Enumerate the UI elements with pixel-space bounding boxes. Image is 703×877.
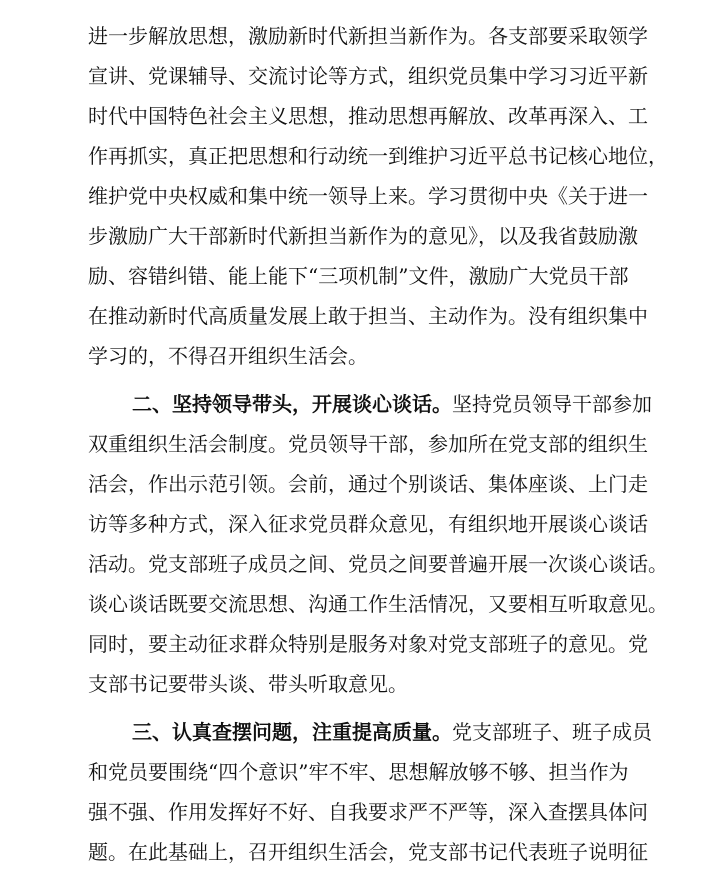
text-line: 双重组织生活会制度。党员领导干部，参加所在党支部的组织生 [88, 432, 648, 456]
text-line: 题。在此基础上，召开组织生活会，党支部书记代表班子说明征 [88, 840, 648, 864]
text-line: 进一步解放思想，激励新时代新担当新作为。各支部要采取领学 [88, 24, 648, 48]
text-line: 学习的，不得召开组织生活会。 [88, 344, 368, 368]
text-line: 同时，要主动征求群众特别是服务对象对党支部班子的意见。党 [88, 632, 648, 656]
section-3-heading: 三、认真查摆问题，注重提高质量。 [132, 720, 452, 744]
section-2-heading: 二、坚持领导带头，开展谈心谈话。 [132, 392, 452, 416]
text-line: 和党员要围绕“四个意识”牢不牢、思想解放够不够、担当作为 [88, 760, 629, 784]
text-line: 支部书记要带头谈、带头听取意见。 [88, 672, 408, 696]
text-line: 谈心谈话既要交流思想、沟通工作生活情况，又要相互听取意见。 [88, 592, 668, 616]
text-line: 在推动新时代高质量发展上敢于担当、主动作为。没有组织集中 [88, 304, 648, 328]
text-line: 活动。党支部班子成员之间、党员之间要普遍开展一次谈心谈话。 [88, 552, 668, 576]
text-line: 步激励广大干部新时代新担当新作为的意见》，以及我省鼓励激 [88, 224, 638, 248]
section-2-first-line-text: 坚持党员领导干部参加 [452, 392, 652, 416]
text-line: 宣讲、党课辅导、交流讨论等方式，组织党员集中学习习近平新 [88, 64, 648, 88]
section-3-first-line [132, 712, 652, 752]
text-line: 励、容错纠错、能上能下“三项机制”文件，激励广大党员干部 [88, 264, 629, 288]
text-line: 时代中国特色社会主义思想，推动思想再解放、改革再深入、工 [88, 104, 648, 128]
section-2-first-line [132, 384, 652, 424]
text-line: 访等多种方式，深入征求党员群众意见，有组织地开展谈心谈话 [88, 512, 648, 536]
text-line: 强不强、作用发挥好不好、自我要求严不严等，深入查摆具体问 [88, 800, 648, 824]
text-line: 维护党中央权威和集中统一领导上来。学习贯彻中央《关于进一 [88, 184, 648, 208]
section-3-first-line-text: 党支部班子、班子成员 [452, 720, 652, 744]
text-line: 作再抓实，真正把思想和行动统一到维护习近平总书记核心地位， [88, 144, 668, 168]
text-line: 活会，作出示范引领。会前，通过个别谈话、集体座谈、上门走 [88, 472, 648, 496]
